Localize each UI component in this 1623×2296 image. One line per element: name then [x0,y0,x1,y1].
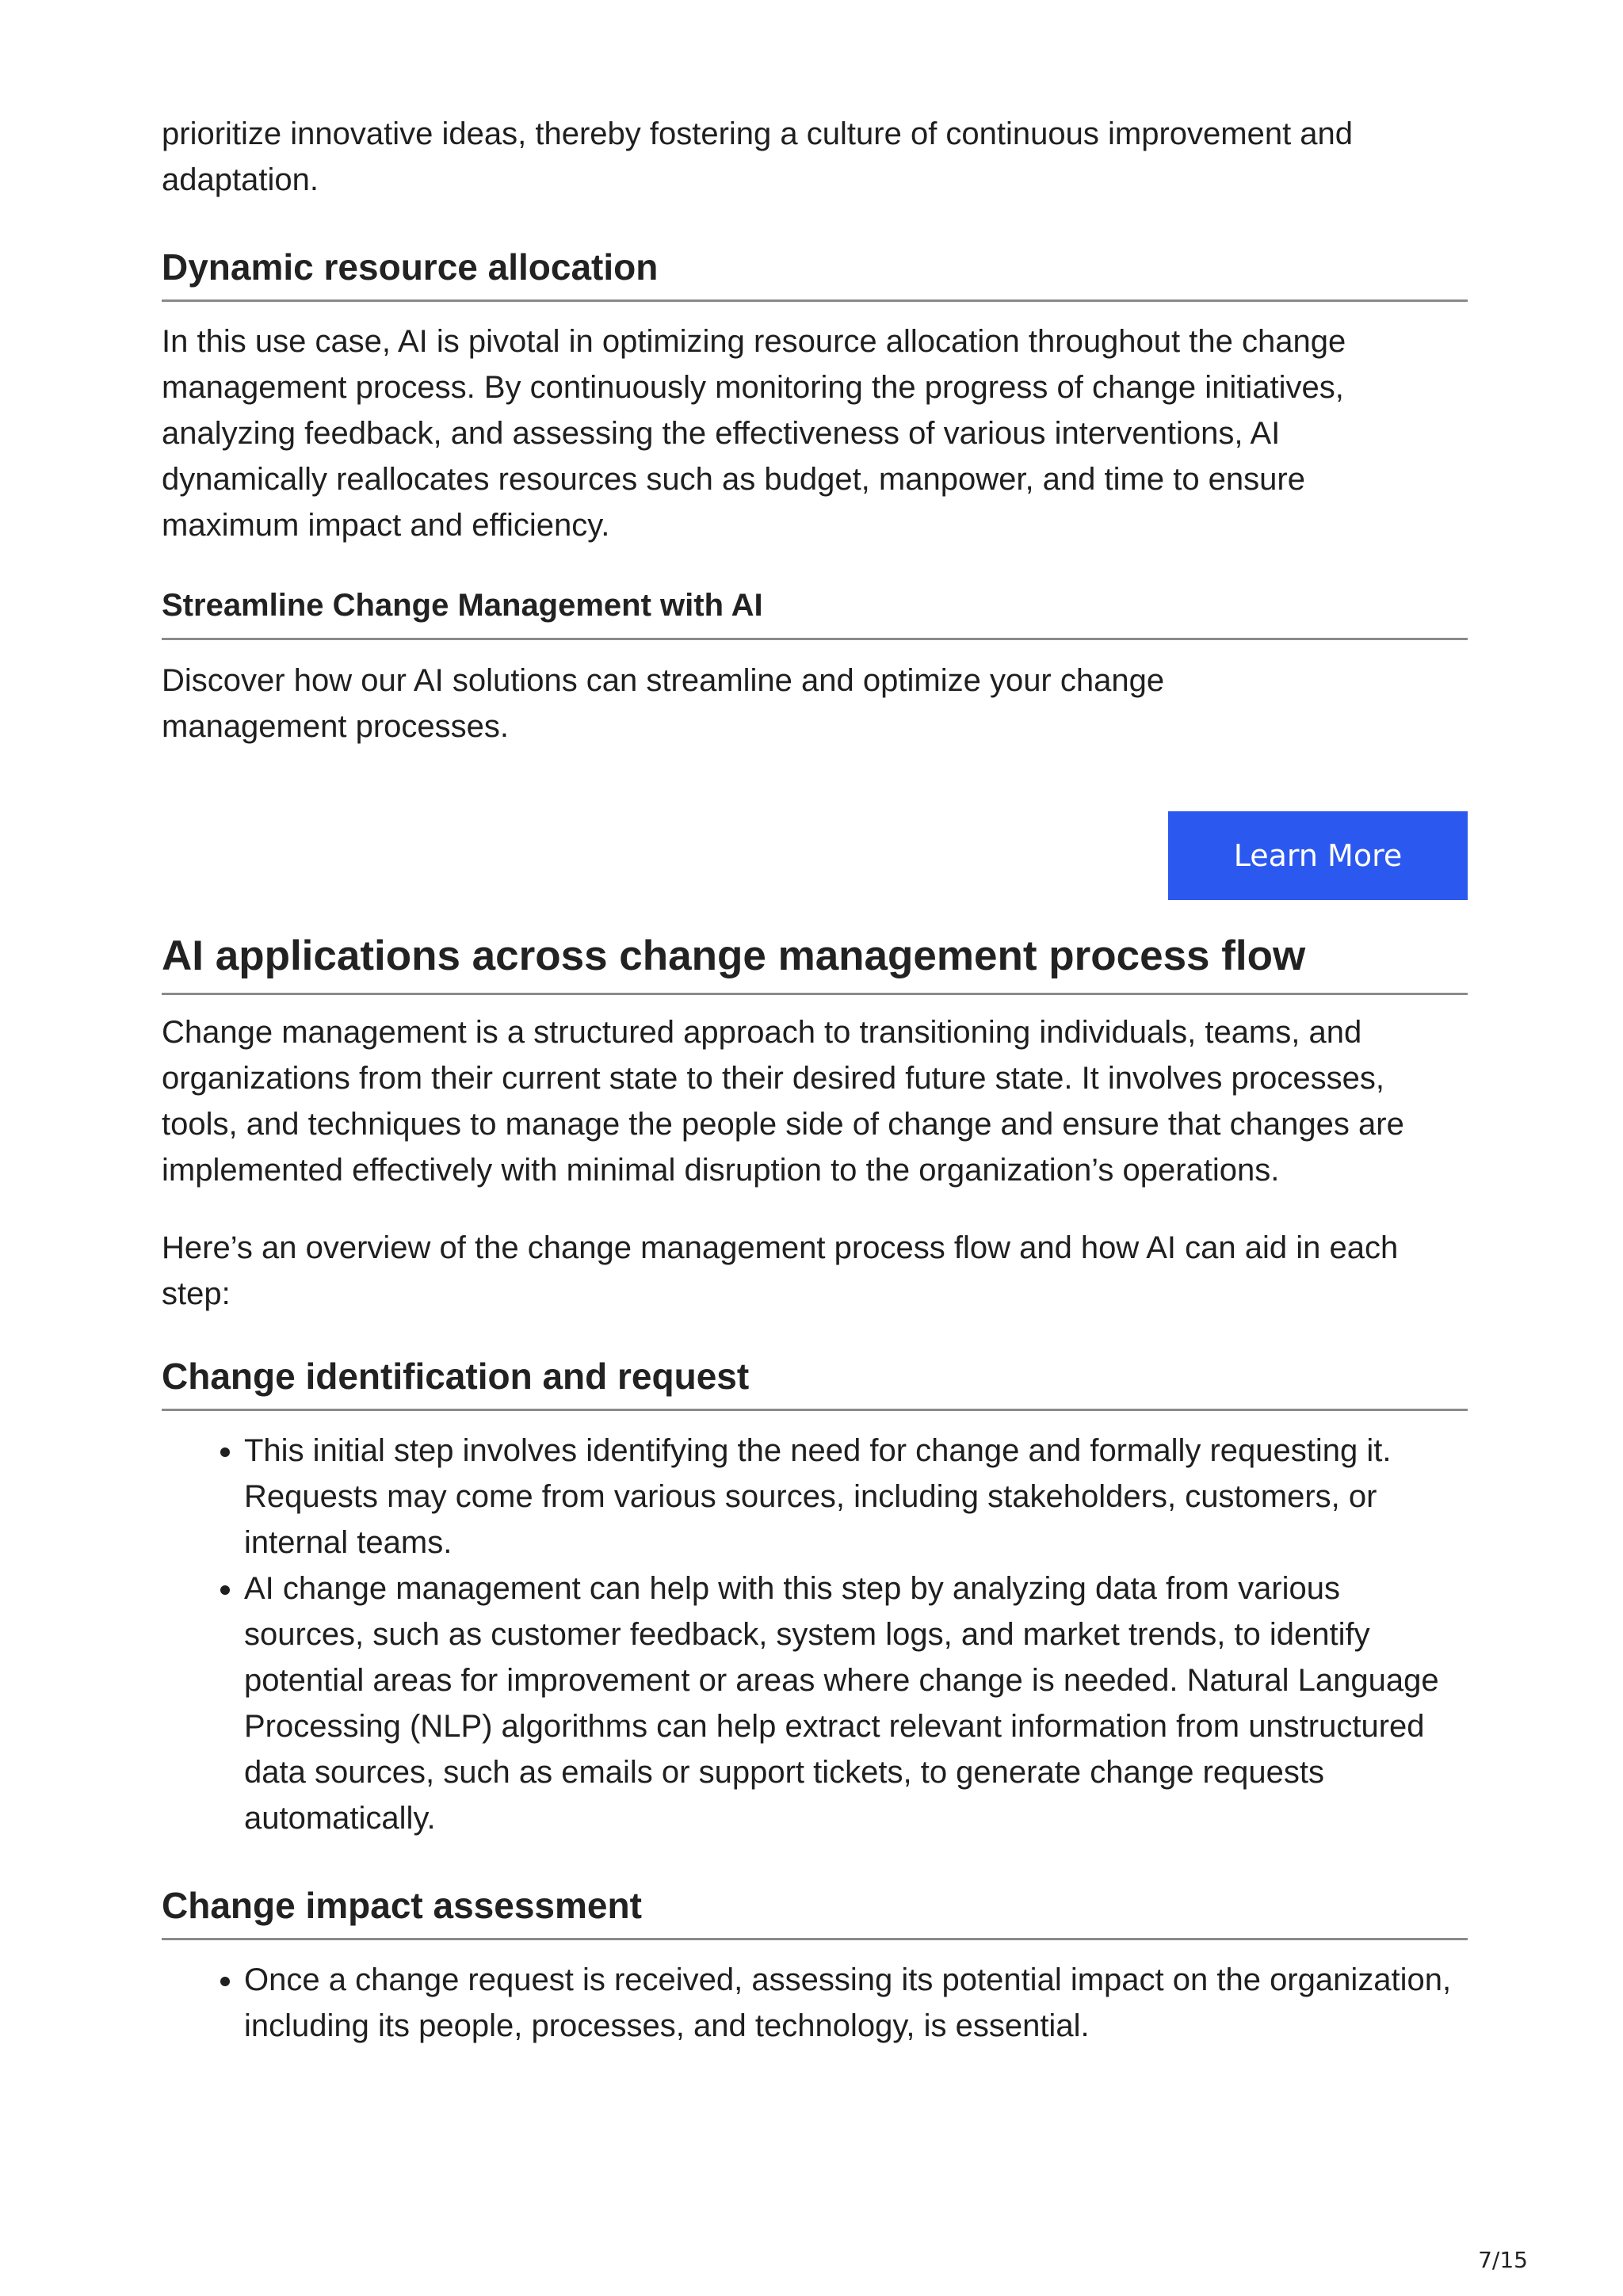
cta-heading: Streamline Change Management with AI [162,588,763,623]
cta-button-row [162,811,1468,900]
change-identification-heading: Change identification and request [162,1356,750,1397]
cta-paragraph: Discover how our AI solutions can streamline and optimize your change management processes. [162,663,1165,744]
list-item: • This initial step involves identifying the need for change and formally requesting it. Requests may come from various sources, including stakeholders, customers, or internal teams. [244,1428,1468,1566]
change-impact-list [162,1957,1468,2049]
change-impact-heading: Change impact assessment [162,1885,642,1926]
process-flow-paragraph-1: Change management is a structured approach to transitioning individuals, teams, and organizations from their current state to their desired future state. It involves processes, tools, and techniques to manage the people side of change and ensure that changes are implemented effectively with minimal disruption to the organization’s operations. [162,1015,1404,1188]
document-page [162,111,1468,2049]
process-flow-heading: AI applications across change management process flow [162,933,1306,979]
dynamic-resource-paragraph: In this use case, AI is pivotal in optimizing resource allocation throughout the change management process. By continuously monitoring the progress of change initiatives, analyzing feedback, and assessing the effectiveness of various interventions, AI dynamically reallocates resources such as budget, manpower, and time to ensure maximum impact and efficiency. [162,324,1346,543]
page-number: 7/15 [1478,2247,1528,2273]
intro-continued-paragraph: prioritize innovative ideas, thereby fostering a culture of continuous improvement and adaptation. [162,116,1354,197]
learn-more-button[interactable]: Learn More [1168,811,1468,900]
process-flow-paragraph-2: Here’s an overview of the change management process flow and how AI can aid in each step: [162,1230,1399,1311]
list-item: • AI change management can help with this step by analyzing data from various sources, such as customer feedback, system logs, and market trends, to identify potential areas for improvement or areas where change is needed. Natural Language Processing (NLP) algorithms can help extract relevant information from unstructured data sources, such as emails or support tickets, to generate change requests automatically. [244,1566,1468,1841]
change-identification-list [162,1428,1468,1841]
dynamic-resource-heading: Dynamic resource allocation [162,246,659,288]
list-item: • Once a change request is received, assessing its potential impact on the organization, including its people, processes, and technology, is essential. [244,1957,1468,2049]
